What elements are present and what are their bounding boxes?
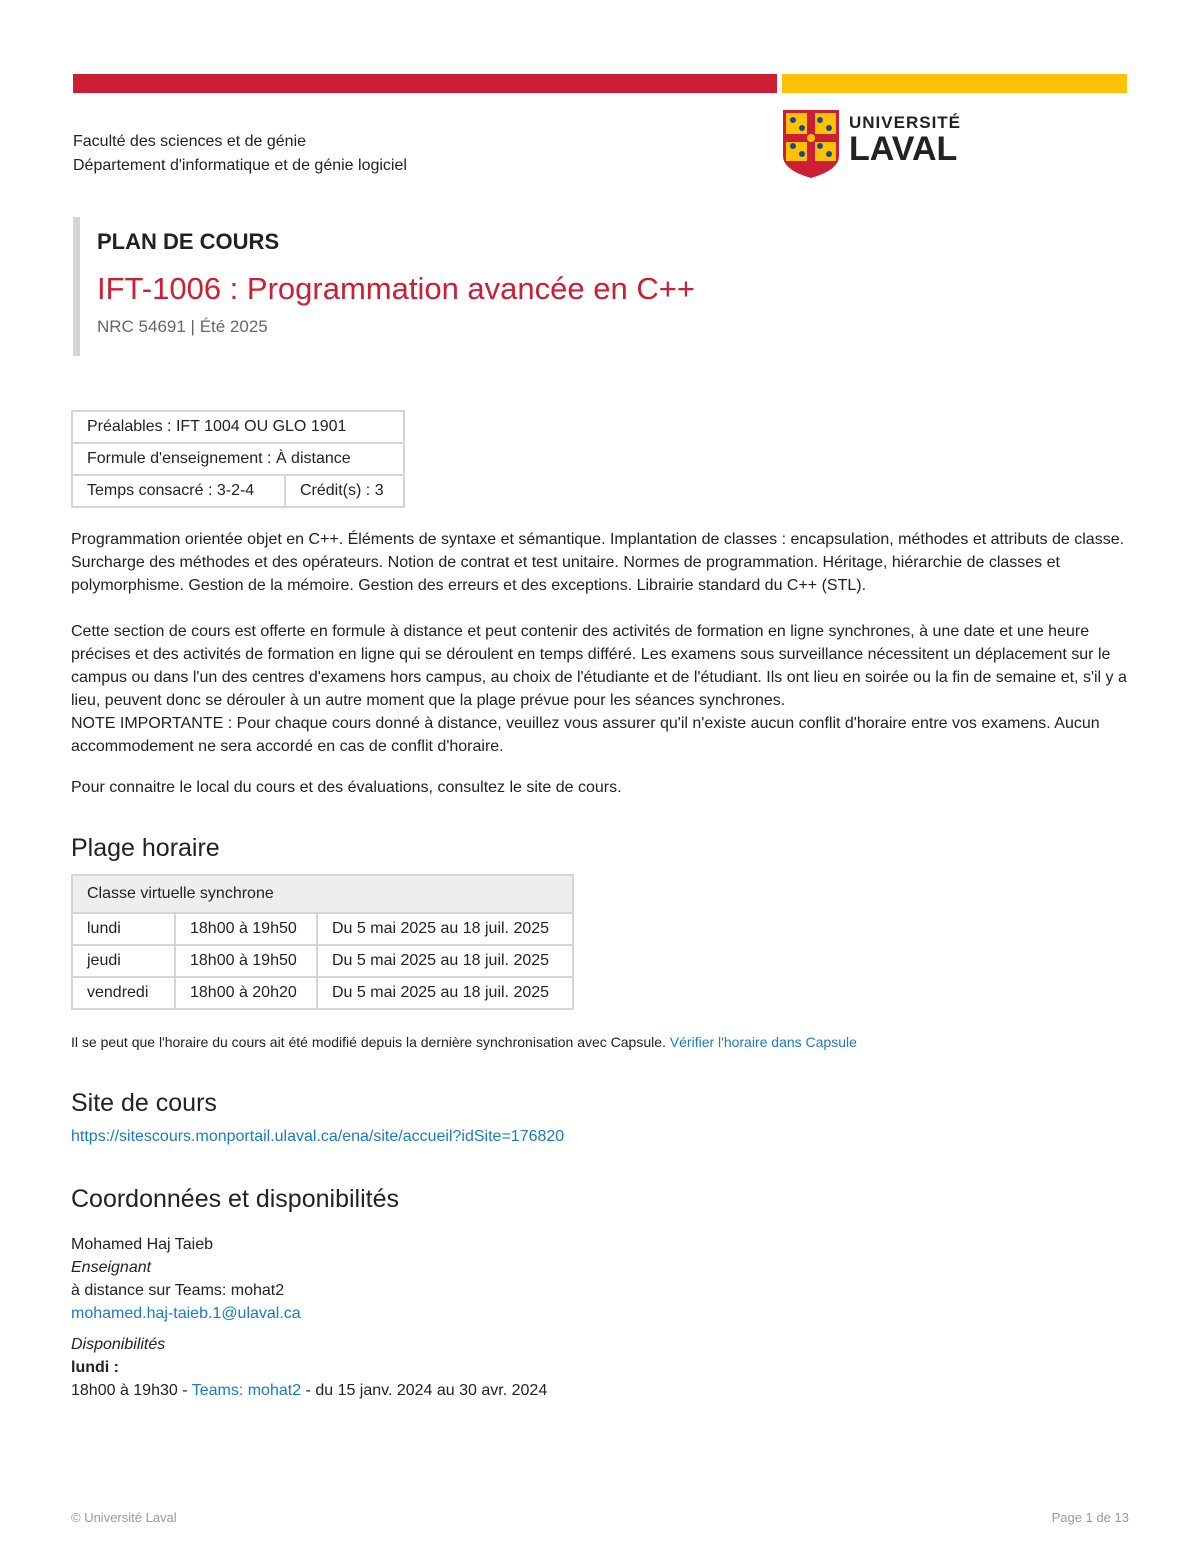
schedule-time: 18h00 à 19h50: [175, 945, 317, 977]
course-info-table: [71, 410, 405, 508]
availability-time: 18h00 à 19h30 -: [71, 1382, 188, 1399]
schedule-dates: Du 5 mai 2025 au 18 juil. 2025: [317, 945, 573, 977]
availability-day: lundi :: [71, 1359, 119, 1376]
document-type: PLAN DE COURS: [97, 229, 280, 254]
schedule-dates: Du 5 mai 2025 au 18 juil. 2025: [317, 913, 573, 945]
formula-row: [72, 443, 404, 475]
footer-page-number: Page 1 de 13: [1051, 1510, 1129, 1525]
course-title: IFT-1006 : Programmation avancée en C++: [97, 271, 695, 306]
local-info: Pour connaitre le local du cours et des évaluations, consultez le site de cours.: [71, 779, 622, 796]
important-note: NOTE IMPORTANTE : Pour chaque cours donné à distance, veuillez vous assurer qu'il n'existe aucun conflit d'horaire entre vos examens. Aucun accommodement ne sera accordé en cas de conflit d'horaire.: [71, 715, 1100, 755]
prereq-value: IFT 1004 OU GLO 1901: [175, 418, 347, 435]
instructor-role: Enseignant: [71, 1259, 152, 1276]
logo-line-universite: UNIVERSITÉ: [849, 113, 962, 132]
logo-line-laval: LAVAL: [849, 130, 958, 168]
header-red-bar: [73, 74, 777, 93]
laval-shield-icon: [781, 108, 841, 180]
course-site-link[interactable]: https://sitescours.monportail.ulaval.ca/ena/site/accueil?idSite=176820: [71, 1128, 565, 1145]
schedule-heading: Plage horaire: [71, 834, 220, 862]
faculty-name: Faculté des sciences et de génie: [73, 133, 307, 150]
prereq-cell: [72, 411, 404, 443]
schedule-header-cell: Classe virtuelle synchrone: [72, 875, 573, 913]
schedule-header-row: [72, 875, 573, 913]
schedule-day: lundi: [72, 913, 175, 945]
credits-cell: [285, 475, 404, 507]
time-credits-row: [72, 475, 404, 507]
footer-copyright: © Université Laval: [71, 1510, 177, 1525]
instructor-location: à distance sur Teams: mohat2: [71, 1282, 285, 1299]
instructor-name: Mohamed Haj Taieb: [71, 1236, 214, 1253]
formula-value: À distance: [275, 450, 351, 467]
schedule-day: jeudi: [72, 945, 175, 977]
course-description: Programmation orientée objet en C++. Éléments de syntaxe et sémantique. Implantation de classes : encapsulation, méthodes et attributs de classe. Surcharge des méthodes et des opérateurs. Notion de contrat et test unitaire. Normes de programmation. Héritage, hiérarchie de classes et polymorphisme. Gestion de la mémoire. Gestion des erreurs et des exceptions. Librairie standard du C++ (STL).: [71, 531, 1125, 594]
time-value: 3-2-4: [216, 482, 255, 499]
schedule-time: 18h00 à 19h50: [175, 913, 317, 945]
faculty-block: [73, 130, 407, 178]
credits-label: Crédit(s) :: [300, 482, 371, 499]
department-name: Département d'informatique et de génie logiciel: [73, 157, 407, 174]
logo-wordmark: [849, 114, 961, 166]
schedule-row: [72, 977, 573, 1009]
schedule-day: vendredi: [72, 977, 175, 1009]
header-yellow-bar: [782, 74, 1127, 93]
time-cell: [72, 475, 285, 507]
instructor-email-link[interactable]: mohamed.haj-taieb.1@ulaval.ca: [71, 1305, 301, 1322]
availability-dates: - du 15 janv. 2024 au 30 avr. 2024: [305, 1382, 548, 1399]
prereq-row: [72, 411, 404, 443]
time-label: Temps consacré :: [87, 482, 213, 499]
formula-cell: [72, 443, 404, 475]
prereq-label: Préalables :: [87, 418, 172, 435]
verify-schedule-link[interactable]: Vérifier l'horaire dans Capsule: [669, 1034, 857, 1050]
availability-block: [71, 1333, 551, 1402]
schedule-row: [72, 913, 573, 945]
distance-section: [71, 620, 1131, 758]
formula-label: Formule d'enseignement :: [87, 450, 272, 467]
distance-text: Cette section de cours est offerte en formule à distance et peut contenir des activités de formation en ligne synchrones, à une date et une heure précises et des activités de formation en ligne qui se déroulent en temps différé. Les examens sous surveillance nécessitent un déplacement sur le campus ou dans l'un des centres d'examens hors campus, au choix de l'étudiante et de l'étudiant. Ils ont lieu en soirée ou la fin de semaine et, s'il y a lieu, peuvent donc se dérouler à un autre moment que la plage prévue pour les séances synchrones.: [71, 623, 1127, 709]
course-header: [73, 217, 695, 356]
availability-label: Disponibilités: [71, 1336, 166, 1353]
instructor-block: [71, 1233, 301, 1325]
teams-link[interactable]: Teams: mohat2: [191, 1382, 302, 1399]
schedule-note: [71, 1034, 857, 1050]
universite-laval-logo: [781, 108, 971, 180]
credits-value: 3: [374, 482, 384, 499]
schedule-table: [71, 874, 574, 1010]
schedule-time: 18h00 à 20h20: [175, 977, 317, 1009]
availability-slot: [71, 1379, 551, 1402]
site-heading: Site de cours: [71, 1089, 217, 1117]
contact-heading: Coordonnées et disponibilités: [71, 1185, 399, 1213]
schedule-dates: Du 5 mai 2025 au 18 juil. 2025: [317, 977, 573, 1009]
schedule-note-text: Il se peut que l'horaire du cours ait été modifié depuis la dernière synchronisation avec Capsule.: [71, 1034, 666, 1050]
course-nrc: NRC 54691 | Été 2025: [97, 317, 268, 336]
schedule-row: [72, 945, 573, 977]
